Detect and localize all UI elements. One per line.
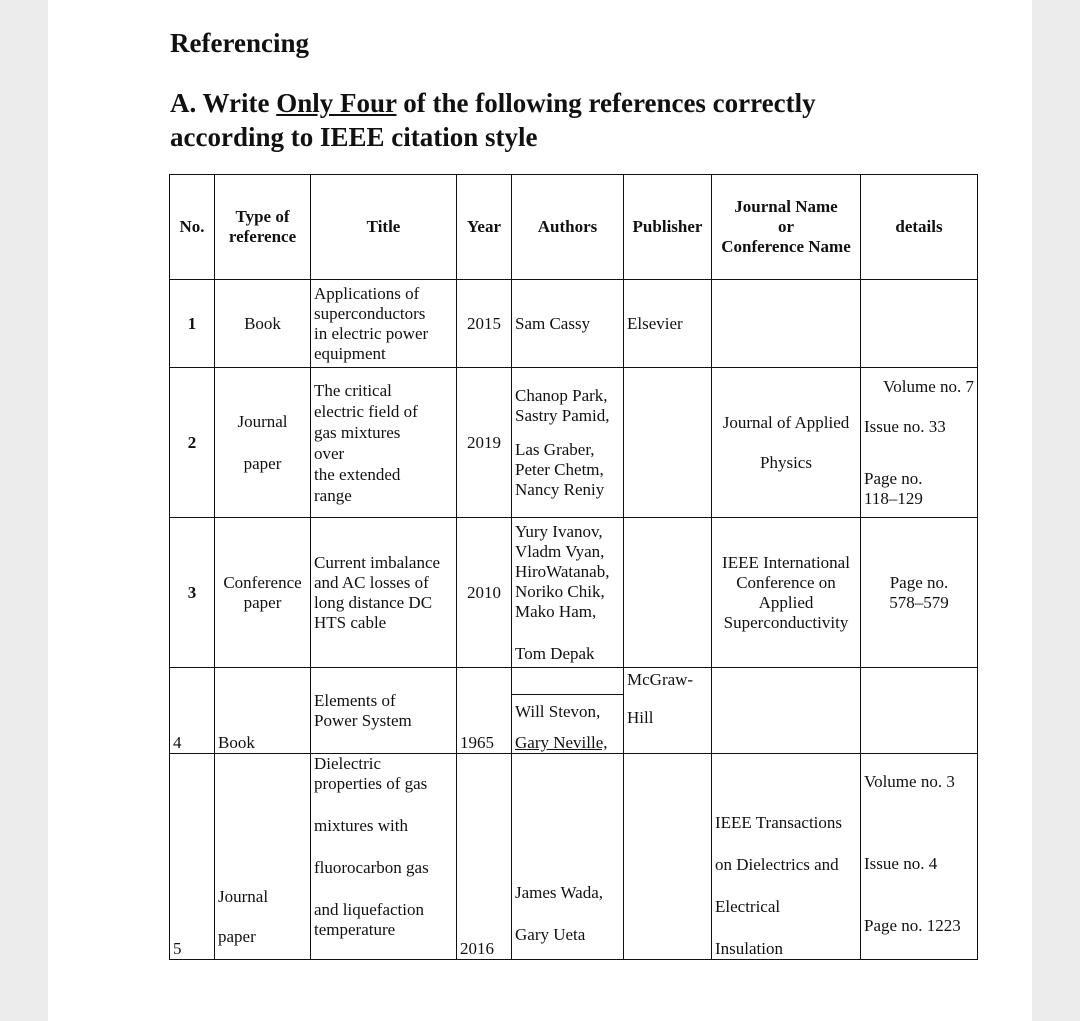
row3-details xyxy=(861,518,978,668)
header-year: Year xyxy=(457,175,512,280)
row2-year: 2019 xyxy=(457,368,512,518)
row2-title-line: gas mixtures xyxy=(314,422,401,442)
row4-details xyxy=(861,668,978,754)
header-title: Title xyxy=(311,175,457,280)
row5-title-line: fluorocarbon gas xyxy=(314,858,429,877)
row3-journal-line: Conference on xyxy=(736,572,836,592)
header-journal-line1: Journal Name xyxy=(734,197,838,216)
row3-type-line: Conference xyxy=(223,572,302,592)
row5-detail: Volume no. 3 xyxy=(864,772,955,791)
row5-details xyxy=(861,754,978,960)
row1-details xyxy=(861,280,978,368)
row2-publisher xyxy=(624,368,712,518)
row2-detail: Page no. xyxy=(864,468,923,488)
header-journal-line2: or xyxy=(777,217,795,236)
row5-author: Gary Ueta xyxy=(515,925,586,944)
row3-publisher xyxy=(624,518,712,668)
row3-author: Noriko Chik, xyxy=(515,581,605,601)
header-type-line2: reference xyxy=(228,227,297,246)
row1-type: Book xyxy=(215,280,311,368)
row4-publisher-line: Hill xyxy=(627,708,654,727)
row3-authors xyxy=(512,518,624,668)
row5-title xyxy=(311,754,457,960)
header-journal xyxy=(712,175,861,280)
row4-type: Book xyxy=(215,668,311,754)
row5-type xyxy=(215,754,311,960)
row1-title-line: equipment xyxy=(314,343,386,363)
row2-detail: Volume no. 7 xyxy=(883,376,974,396)
row2-author: Peter Chetm, xyxy=(515,459,604,479)
row3-title xyxy=(311,518,457,668)
row3-year: 2010 xyxy=(457,518,512,668)
row5-title-line: and liquefaction xyxy=(314,900,424,919)
header-publisher: Publisher xyxy=(624,175,712,280)
row1-title-line: in electric power xyxy=(314,323,429,343)
row2-author: Sastry Pamid, xyxy=(515,405,610,425)
row2-type xyxy=(215,368,311,518)
instruction-suffix: of the following references correctly according to IEEE citation style xyxy=(170,88,816,152)
header-type-line1: Type of xyxy=(235,207,290,226)
table-row xyxy=(170,280,978,368)
row5-year: 2016 xyxy=(457,754,512,960)
row3-journal-line: Applied xyxy=(758,592,814,612)
row2-author: Chanop Park, xyxy=(515,385,608,405)
row5-journal-line: on Dielectrics and xyxy=(715,855,839,874)
row2-no: 2 xyxy=(170,368,215,518)
row5-journal-line: Insulation xyxy=(715,939,783,958)
row4-publisher-line: McGraw- xyxy=(627,670,694,689)
row4-authors xyxy=(512,668,624,754)
row5-type-line: Journal xyxy=(218,887,269,906)
row3-type-line: paper xyxy=(243,592,282,612)
row3-no: 3 xyxy=(170,518,215,668)
row2-title-line: over xyxy=(314,443,345,463)
row5-title-line: properties of gas xyxy=(314,774,428,793)
row4-author: Gary Neville, xyxy=(515,733,608,752)
row1-title-line: Applications of xyxy=(314,283,420,303)
table-row xyxy=(170,754,978,960)
table-row xyxy=(170,368,978,518)
instruction-emphasis: Only Four xyxy=(276,88,397,118)
row3-detail: Page no. xyxy=(889,572,949,592)
row2-type-line: Journal xyxy=(237,411,288,431)
header-details: details xyxy=(861,175,978,280)
row1-title xyxy=(311,280,457,368)
row5-author: James Wada, xyxy=(515,883,604,902)
row2-title-line: range xyxy=(314,485,352,505)
row1-no: 1 xyxy=(170,280,215,368)
row2-detail: Issue no. 33 xyxy=(864,416,946,436)
row5-journal-line: Electrical xyxy=(715,897,781,916)
header-no: No. xyxy=(170,175,215,280)
row5-detail: Page no. 1223 xyxy=(864,916,961,935)
row2-title-line: The critical xyxy=(314,380,392,400)
row5-title-line: mixtures with xyxy=(314,816,408,835)
row2-detail: 118–129 xyxy=(864,488,923,508)
table-row xyxy=(170,668,978,754)
row5-type-line: paper xyxy=(218,927,256,946)
row3-journal xyxy=(712,518,861,668)
row3-type xyxy=(215,518,311,668)
row2-journal-line: Journal of Applied xyxy=(722,412,850,432)
row2-title-line: the extended xyxy=(314,464,401,484)
table-row xyxy=(170,518,978,668)
row5-publisher xyxy=(624,754,712,960)
row2-journal xyxy=(712,368,861,518)
row1-title-line: superconductors xyxy=(314,303,426,323)
row5-title-line: temperature xyxy=(314,920,396,939)
row3-author: Yury Ivanov, xyxy=(515,521,603,541)
row1-publisher: Elsevier xyxy=(624,280,712,368)
row4-no: 4 xyxy=(170,668,215,754)
row3-title-line: and AC losses of xyxy=(314,572,429,592)
row5-no: 5 xyxy=(170,754,215,960)
references-table xyxy=(169,174,978,960)
instruction-prefix: A. Write xyxy=(170,88,277,118)
row4-author: Will Stevon, xyxy=(515,702,601,721)
row3-author: HiroWatanab, xyxy=(515,561,610,581)
row5-authors xyxy=(512,754,624,960)
row3-detail: 578–579 xyxy=(889,592,949,612)
row4-title-line: Power System xyxy=(314,710,412,730)
header-journal-line3: Conference Name xyxy=(721,237,851,256)
row3-author: Vladm Vyan, xyxy=(515,541,605,561)
row2-title xyxy=(311,368,457,518)
header-type xyxy=(215,175,311,280)
row3-author: Mako Ham, xyxy=(515,601,597,621)
row3-journal-line: Superconductivity xyxy=(723,612,849,632)
row3-title-line: Current imbalance xyxy=(314,552,441,572)
row4-publisher xyxy=(624,668,712,754)
row4-year: 1965 xyxy=(457,668,512,754)
row4-title xyxy=(311,668,457,754)
row3-title-line: long distance DC xyxy=(314,592,433,612)
row1-authors: Sam Cassy xyxy=(512,280,624,368)
row5-detail: Issue no. 4 xyxy=(864,854,938,873)
row5-journal-line: IEEE Transactions xyxy=(715,813,843,832)
table-header-row xyxy=(170,175,978,280)
row4-journal xyxy=(712,668,861,754)
row2-journal-line: Physics xyxy=(760,452,812,472)
row1-journal xyxy=(712,280,861,368)
row2-author: Nancy Reniy xyxy=(515,479,605,499)
row3-author: Tom Depak xyxy=(515,643,595,663)
row2-author: Las Graber, xyxy=(515,439,595,459)
row2-type-line: paper xyxy=(243,453,282,473)
row1-year: 2015 xyxy=(457,280,512,368)
page-title: Referencing xyxy=(170,28,309,58)
header-authors: Authors xyxy=(512,175,624,280)
row5-title-line: Dielectric xyxy=(314,754,382,773)
row2-authors xyxy=(512,368,624,518)
row4-title-line: Elements of xyxy=(314,690,396,710)
row5-journal xyxy=(712,754,861,960)
row3-journal-line: IEEE International xyxy=(722,552,850,572)
row2-details xyxy=(861,368,978,518)
instruction-text xyxy=(170,86,930,154)
row2-title-line: electric field of xyxy=(314,401,418,421)
row3-title-line: HTS cable xyxy=(314,612,387,632)
